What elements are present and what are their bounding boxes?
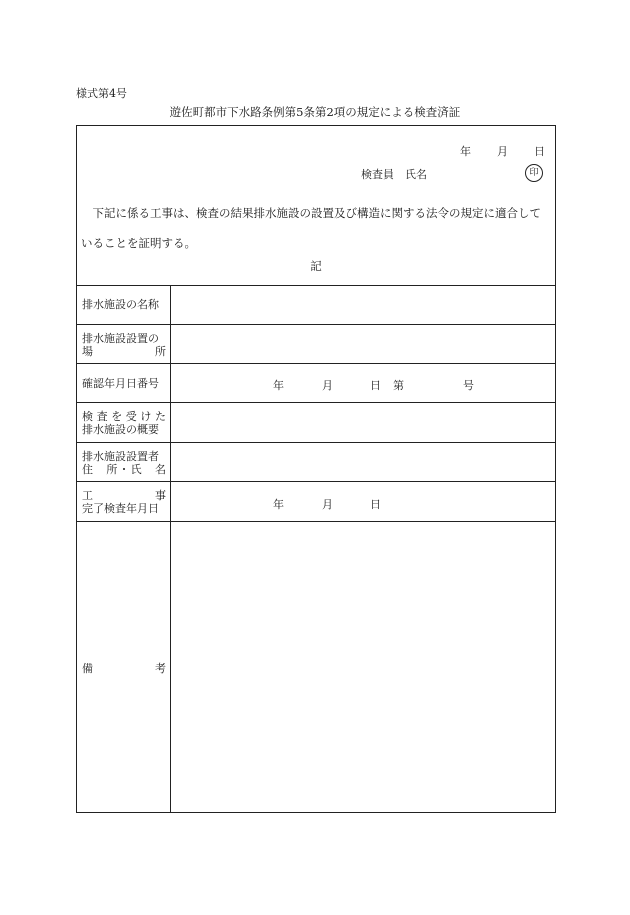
remarks-value[interactable]: [171, 522, 555, 812]
installer-label-line1: 排水施設設置者: [82, 450, 159, 463]
completion-label-line2: 完了検査年月日: [82, 502, 159, 515]
completion-month: 月: [322, 498, 333, 511]
completion-label-line1: 工 事: [82, 489, 166, 502]
confirmation-year: 年: [273, 379, 284, 392]
confirmation-number-prefix: 第: [393, 379, 404, 392]
completion-day: 日: [370, 498, 381, 511]
row-installer: [77, 443, 555, 482]
confirmation-number-suffix: 号: [463, 379, 474, 392]
confirmation-month: 月: [322, 379, 333, 392]
issue-date: [460, 143, 545, 159]
row-location: [77, 325, 555, 364]
confirmation-label: 確認年月日番号: [82, 377, 159, 390]
facility-name-label: 排水施設の名称: [82, 298, 159, 311]
completion-value[interactable]: [171, 482, 555, 521]
facility-name-value[interactable]: [171, 285, 555, 324]
overview-label-line2: 排水施設の概要: [82, 423, 159, 436]
row-remarks: [77, 522, 555, 812]
issue-date-day: 日: [534, 145, 545, 158]
row-facility-name: [77, 285, 555, 325]
header-block: [77, 126, 555, 286]
confirmation-value[interactable]: [171, 364, 555, 402]
row-overview: [77, 403, 555, 443]
remarks-label: 備 考: [82, 662, 166, 675]
location-label-line1: 排水施設設置の: [82, 332, 159, 345]
certificate-frame: [76, 125, 556, 813]
document-title: 遊佐町都市下水路条例第5条第2項の規定による検査済証: [169, 105, 461, 119]
issue-date-year: 年: [460, 145, 471, 158]
certification-statement: 下記に係る工事は、検査の結果排水施設の設置及び構造に関する法令の規定に適合していることを証明する。: [81, 206, 541, 250]
overview-value[interactable]: [171, 403, 555, 442]
location-label-line2: 場 所: [82, 345, 166, 358]
confirmation-day: 日: [370, 379, 381, 392]
issue-date-month: 月: [497, 145, 508, 158]
inspector-name-label: 検査員 氏名: [361, 168, 427, 181]
form-number: 様式第4号: [76, 87, 127, 100]
installer-label-line2: 住 所・氏 名: [82, 463, 166, 476]
seal-mark: 印: [525, 164, 543, 182]
installer-value[interactable]: [171, 443, 555, 481]
row-completion: [77, 482, 555, 522]
location-value[interactable]: [171, 325, 555, 363]
completion-year: 年: [273, 498, 284, 511]
ki-heading: 記: [310, 259, 322, 273]
overview-label-line1: 検査を受けた: [82, 410, 166, 423]
row-confirmation: [77, 364, 555, 403]
